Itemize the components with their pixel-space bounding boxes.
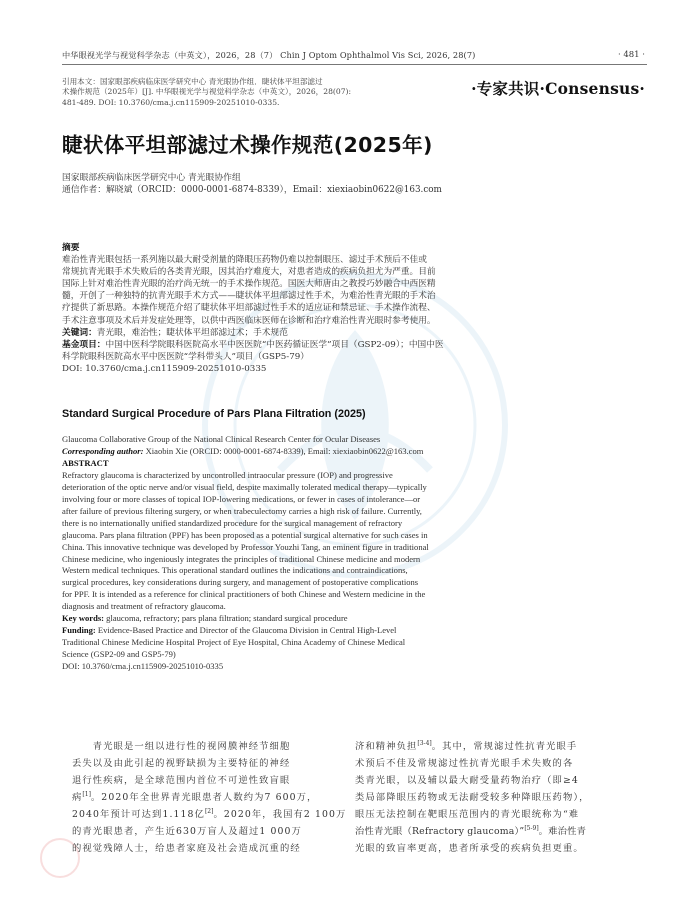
english-abstract xyxy=(62,434,632,673)
fund-text: 中国中医科学院眼科医院高水平中医医院“中医药循证医学”项目（GSP2-09）；中国中医 xyxy=(105,339,444,350)
body-text-line: 的青光眼患者，产生近630万盲人及超过1 000万 xyxy=(72,826,302,837)
body-column-right xyxy=(355,738,625,857)
citation-reference: [3-4] xyxy=(417,739,432,747)
abstract-line: 髓，开创了一种独特的抗青光眼手术方式——睫状体平坦部滤过性手术，为难治性青光眼的手术治 xyxy=(62,291,436,302)
english-abstract-line: for PPF. It is intended as a reference for clinical practitioners of both Chinese and Western medicine in the xyxy=(62,589,426,600)
english-keywords-text: glaucoma, refractory; pars plana filtration; standard surgical procedure xyxy=(104,613,348,624)
citation-line: 引用本文：国家眼部疾病临床医学研究中心 青光眼协作组．睫状体平坦部滤过 xyxy=(62,77,323,86)
journal-header: 中华眼视光学与视觉科学杂志（中英文），2026，28（7） Chin J Optom Ophthalmol Vis Sci, 2026, 28(7) xyxy=(62,50,476,60)
abstract-line: 国际上针对难治性青光眼的治疗尚无统一的手术操作规范。国医大师唐由之教授巧妙融合中西医精 xyxy=(62,279,436,290)
fund-line xyxy=(62,339,622,351)
body-text-line: 青光眼是一组以进行性的视网膜神经节细胞 xyxy=(72,741,291,752)
english-abstract-heading: ABSTRACT xyxy=(62,457,109,468)
english-funding-line: Science (GSP2-09 and GSP5-79) xyxy=(62,649,176,660)
abstract-line: 常规抗青光眼手术失败后的各类青光眼，因其治疗难度大，对患者造成的疾病负担尤为严重。目前 xyxy=(62,267,436,278)
english-abstract-line: Chinese medicine, who ingeniously integrates the principles of traditional Chinese medicine and modern xyxy=(62,553,421,564)
author-group: 国家眼部疾病临床医学研究中心 青光眼协作组 xyxy=(62,173,241,183)
body-text-line: 病[1]。2020年全世界青光眼患者人数约为7 600万， xyxy=(72,790,318,803)
body-text-line: 光眼的致盲率更高，患者所承受的疾病负担更重。 xyxy=(355,843,584,854)
english-title: Standard Surgical Procedure of Pars Plana Filtration (2025) xyxy=(62,408,366,420)
english-keywords-label: Key words: xyxy=(62,613,105,624)
body-text-line: 类局部降眼压药物或无法耐受较多种降眼压药物）， xyxy=(355,792,590,803)
english-abstract-line: deterioration of the optic nerve and/or visual field, despite maximally tolerated medical therapy—typically xyxy=(62,481,427,492)
body-text-line: 丢失以及由此引起的视野缺损为主要特征的神经 xyxy=(72,758,291,769)
header-divider xyxy=(62,64,647,65)
abstract-heading: 摘要 xyxy=(62,243,80,253)
english-abstract-line: China. This innovative technique was developed by Professor Youzhi Tang, an eminent figure in traditional xyxy=(62,541,429,552)
fund-label: 基金项目： xyxy=(62,339,106,350)
body-text-line: 的视觉残障人士，给患者家庭及社会造成沉重的经 xyxy=(72,843,301,854)
keywords-label: 关键词： xyxy=(62,327,97,338)
english-corresponding xyxy=(62,446,632,458)
chinese-abstract xyxy=(62,242,622,375)
corresponding-author: 通信作者：解晓斌（ORCID：0000-0001-6874-8339），Email：xiexiaobin0622@163.com xyxy=(62,185,442,196)
english-funding-label: Funding: xyxy=(62,625,96,636)
corresponding-label: Corresponding author: xyxy=(62,445,144,456)
english-doi: DOI: 10.3760/cma.j.cn115909-20251010-0335 xyxy=(62,661,224,672)
citation-reference: [1] xyxy=(82,790,91,798)
english-abstract-line: after failure of previous filtering surgery, or when trabeculectomy carries a high risk of failure. Currently, xyxy=(62,505,422,516)
body-text-line: 眼压无法控制在靶眼压范围内的青光眼统称为“难 xyxy=(355,809,580,820)
english-abstract-line: Western medical techniques. This operational standard outlines the indications and contraindications, xyxy=(62,565,408,576)
citation-line: 481-489. DOI: 10.3760/cma.j.cn115909-20251010-0335. xyxy=(62,97,280,107)
english-abstract-line: Refractory glaucoma is characterized by uncontrolled intraocular pressure (IOP) and progressive xyxy=(62,469,393,480)
citation-line: 术操作规范（2025年）[J]. 中华眼视光学与视觉科学杂志（中英文），2026，28(07): xyxy=(62,87,352,97)
body-text-line: 济和精神负担[3-4]。其中，常规滤过性抗青光眼手 xyxy=(355,739,578,752)
keywords-text: 青光眼，难治性；睫状体平坦部滤过术；手术规范 xyxy=(96,327,288,338)
abstract-line: 疗提供了新思路。本操作规范介绍了睫状体平坦部滤过性手术的适应证和禁忌证、手术操作流程、 xyxy=(62,303,436,314)
abstract-line: 手术注意事项及术后并发症处理等，以供中西医临床医师在诊断和治疗难治性青光眼时参考使用。 xyxy=(62,315,436,326)
body-column-left xyxy=(72,738,347,857)
citation-block xyxy=(62,77,387,108)
english-abstract-line: involving four or more classes of topical IOP-lowering medications, or fewer in cases of intolerance—or xyxy=(62,493,421,504)
citation-reference: [5-9] xyxy=(524,824,539,832)
english-funding-line: Traditional Chinese Medicine Hospital Project of Eye Hospital, China Academy of Chinese Medical xyxy=(62,637,406,648)
english-abstract-line: there is no internationally unified standardized procedure for the surgical management of refractory xyxy=(62,517,403,528)
body-text-line: 类青光眼，以及辅以最大耐受量药物治疗（即≥4 xyxy=(355,775,579,786)
english-abstract-line: surgical procedures, key considerations during surgery, and management of postoperative complications xyxy=(62,577,419,588)
english-abstract-line: diagnosis and treatment of refractory glaucoma. xyxy=(62,601,226,612)
section-label: ·专家共识·Consensus· xyxy=(471,79,645,98)
body-text-line: 退行性疾病，是全球范围内首位不可逆性致盲眼 xyxy=(72,775,291,786)
english-funding-text: Evidence-Based Practice and Director of the Glaucoma Division in Central High-Level xyxy=(95,625,397,636)
english-funding xyxy=(62,625,632,637)
english-abstract-line: glaucoma. Pars plana filtration (PPF) has been proposed as a potential surgical alternative for such cases in xyxy=(62,529,428,540)
body-text-line: 2040年预计可达到1.118亿[2]。2020年，我国有2 100万 xyxy=(72,807,347,820)
page-number: · 481 · xyxy=(617,50,645,60)
author-block xyxy=(62,172,442,197)
body-text-line: 术预后不佳及常规滤过性抗青光眼手术失败的各 xyxy=(355,758,574,769)
english-author-group: Glaucoma Collaborative Group of the National Clinical Research Center for Ocular Diseases xyxy=(62,434,381,444)
paper-title: 睫状体平坦部滤过术操作规范(2025年) xyxy=(62,133,433,157)
doi-line: DOI: 10.3760/cma.j.cn115909-20251010-0335 xyxy=(62,363,267,374)
keywords-line xyxy=(62,327,622,339)
fund-line: 科学院眼科医院高水平中医医院“学科带头人”项目（GSP5-79） xyxy=(62,351,309,362)
citation-reference: [2] xyxy=(204,807,214,815)
abstract-line: 难治性青光眼包括一系列施以最大耐受剂量的降眼压药物仍难以控制眼压、滤过手术预后不佳或 xyxy=(62,255,427,266)
english-keywords xyxy=(62,613,632,625)
body-text-line: 治性青光眼（Refractory glaucoma）”[5-9]。难治性青 xyxy=(355,824,587,837)
corresponding-text: Xiaobin Xie (ORCID: 0000-0001-6874-8339), Email: xiexiaobin0622@163.com xyxy=(143,445,424,456)
